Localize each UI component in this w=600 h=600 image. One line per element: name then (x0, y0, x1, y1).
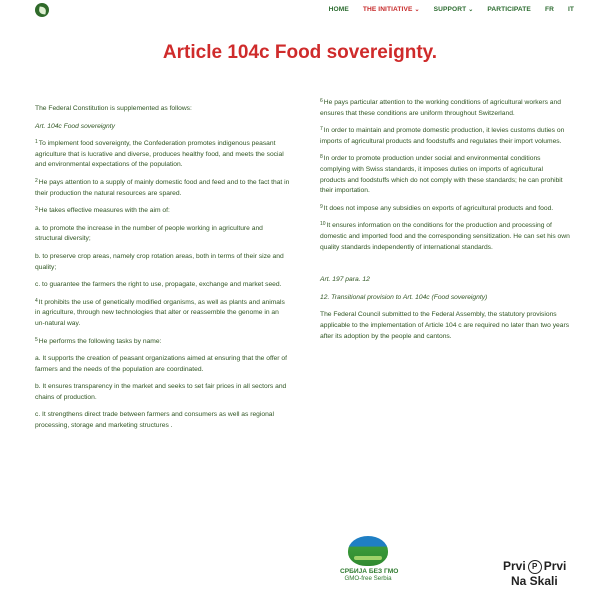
paragraph-6 (320, 98, 570, 119)
paragraph-7 (320, 126, 570, 147)
intro-text: The Federal Constitution is supplemented as follows: (35, 105, 192, 112)
nav-item-participate[interactable] (487, 6, 531, 13)
paragraph-4 (35, 298, 290, 330)
paragraph-3b: b. to preserve crop areas, namely crop rotation areas, both in terms of their size and quality; (35, 252, 284, 271)
nav-item-home[interactable] (329, 6, 349, 13)
paragraph-9 (320, 204, 570, 215)
paragraph-text: He pays particular attention to the working conditions of agricultural workers and ensures that these conditions are uniform throughout Switzerland. (320, 99, 561, 117)
paragraph-text: He pays attention to a supply of mainly domestic food and feed and to the fact that in their production the natural resources are spared. (35, 178, 290, 197)
nav-label: FR (544, 6, 554, 13)
paragraph-5 (35, 337, 290, 348)
paragraph-number: 8 (320, 154, 323, 161)
nav-label: PARTICIPATE (487, 6, 531, 13)
paragraph-text: In order to promote production under social and environmental conditions complying with Swiss standards, it imposes duties on imports of agricultural products and foodstuffs which do not comply with these standards; he can prohibit their importation. (320, 155, 563, 195)
chevron-down-icon: ⌄ (468, 6, 474, 13)
paragraph-number: 5 (35, 336, 38, 343)
nav-label: SUPPORT (433, 6, 467, 13)
article-right-column (320, 98, 570, 349)
logo-word: Prvi (503, 559, 526, 573)
badge-line-2: GMO-free Serbia (344, 575, 392, 582)
chevron-down-icon: ⌄ (414, 6, 420, 13)
logo-word: Prvi (543, 559, 567, 573)
paragraph-number: 3 (35, 206, 38, 213)
paragraph-5c: c. It strengthens direct trade between farmers and consumers as well as regional processing, storage and marketing structures . (35, 411, 275, 430)
nav-label: IT (567, 6, 574, 13)
nav-item-language-it[interactable] (568, 6, 574, 13)
paragraph-text: It does not impose any subsidies on exports of agricultural products and food. (323, 204, 554, 212)
paragraph-text: In order to maintain and promote domestic production, it levies customs duties on imports of agricultural products and foodstuffs and regulates their import volumes. (320, 127, 565, 145)
paragraph-text: He takes effective measures with the aim of: (38, 207, 170, 215)
nav-label: HOME (328, 6, 349, 13)
paragraph-number: 6 (320, 98, 323, 104)
transitional-provision-heading: 12. Transitional provision to Art. 104c (Food sovereignty) (320, 293, 488, 301)
gmo-free-serbia-logo[interactable] (340, 536, 399, 582)
farm-landscape-icon (348, 536, 388, 566)
nav-label: THE INITIATIVE (362, 6, 413, 13)
site-logo-icon[interactable] (35, 3, 49, 17)
paragraph-3 (35, 206, 290, 217)
prvi-na-skali-logo[interactable] (503, 559, 583, 589)
paragraph-2 (35, 178, 290, 199)
paragraph-number: 7 (320, 126, 323, 133)
paragraph-text: To implement food sovereignty, the Confederation promotes indigenous peasant agriculture that is lucrative and diverse, produces healthy food, and meets the social and environmental expectations of the population. (35, 140, 284, 169)
paragraph-10 (320, 221, 570, 253)
paragraph-text: He performs the following tasks by name: (38, 337, 162, 345)
article-197-heading: Art. 197 para. 12 (320, 276, 370, 284)
paragraph-5a: a. It supports the creation of peasant organizations aimed at ensuring that the offer of farmers and the needs of the population are coordinated. (35, 355, 287, 373)
paragraph-number: 4 (35, 297, 38, 304)
article-heading: Art. 104c Food sovereignty (35, 122, 115, 130)
nav-item-language-fr[interactable] (545, 6, 554, 13)
scale-logo-icon: P (528, 560, 542, 574)
article-left-column (35, 104, 290, 439)
paragraph-text: It prohibits the use of genetically modified organisms, as well as plants and animals in agriculture, through new technologies that alter or reassemble the genome in an un-natural way. (35, 298, 285, 327)
nav-item-the-initiative[interactable] (363, 6, 420, 13)
paragraph-5b: b. It ensures transparency in the market and seeks to set fair prices in all sectors and chains of production. (35, 383, 287, 401)
main-menu (329, 6, 574, 13)
federal-council-text: The Federal Council submitted to the Federal Assembly, the statutory provisions applicable to the implementation of Article 104 c are required no later than two years after its adoption by the people and cantons. (320, 311, 570, 340)
page-title: Article 104c Food sovereignty. (162, 42, 438, 63)
logo-subtitle: Na Skali (511, 574, 558, 588)
paragraph-8 (320, 154, 570, 196)
paragraph-number: 2 (35, 177, 38, 184)
top-navigation-bar (0, 0, 600, 22)
paragraph-1 (35, 139, 290, 171)
badge-line-1: СРБИЈА БЕЗ ГМО (340, 568, 399, 575)
nav-item-support[interactable] (434, 6, 474, 13)
leaf-icon (38, 6, 46, 14)
paragraph-number: 9 (320, 203, 323, 210)
paragraph-3c: c. to guarantee the farmers the right to use, propagate, exchange and market seed. (35, 281, 282, 289)
paragraph-text: It ensures information on the conditions for the production and processing of domestic and imported food and the corresponding sensitization. He can set his own quality standards independently of international standards. (320, 222, 570, 251)
paragraph-3a: a. to promote the increase in the number of people working in agriculture and structural diversity; (35, 224, 263, 243)
paragraph-number: 10 (320, 221, 326, 228)
paragraph-number: 1 (35, 139, 38, 146)
